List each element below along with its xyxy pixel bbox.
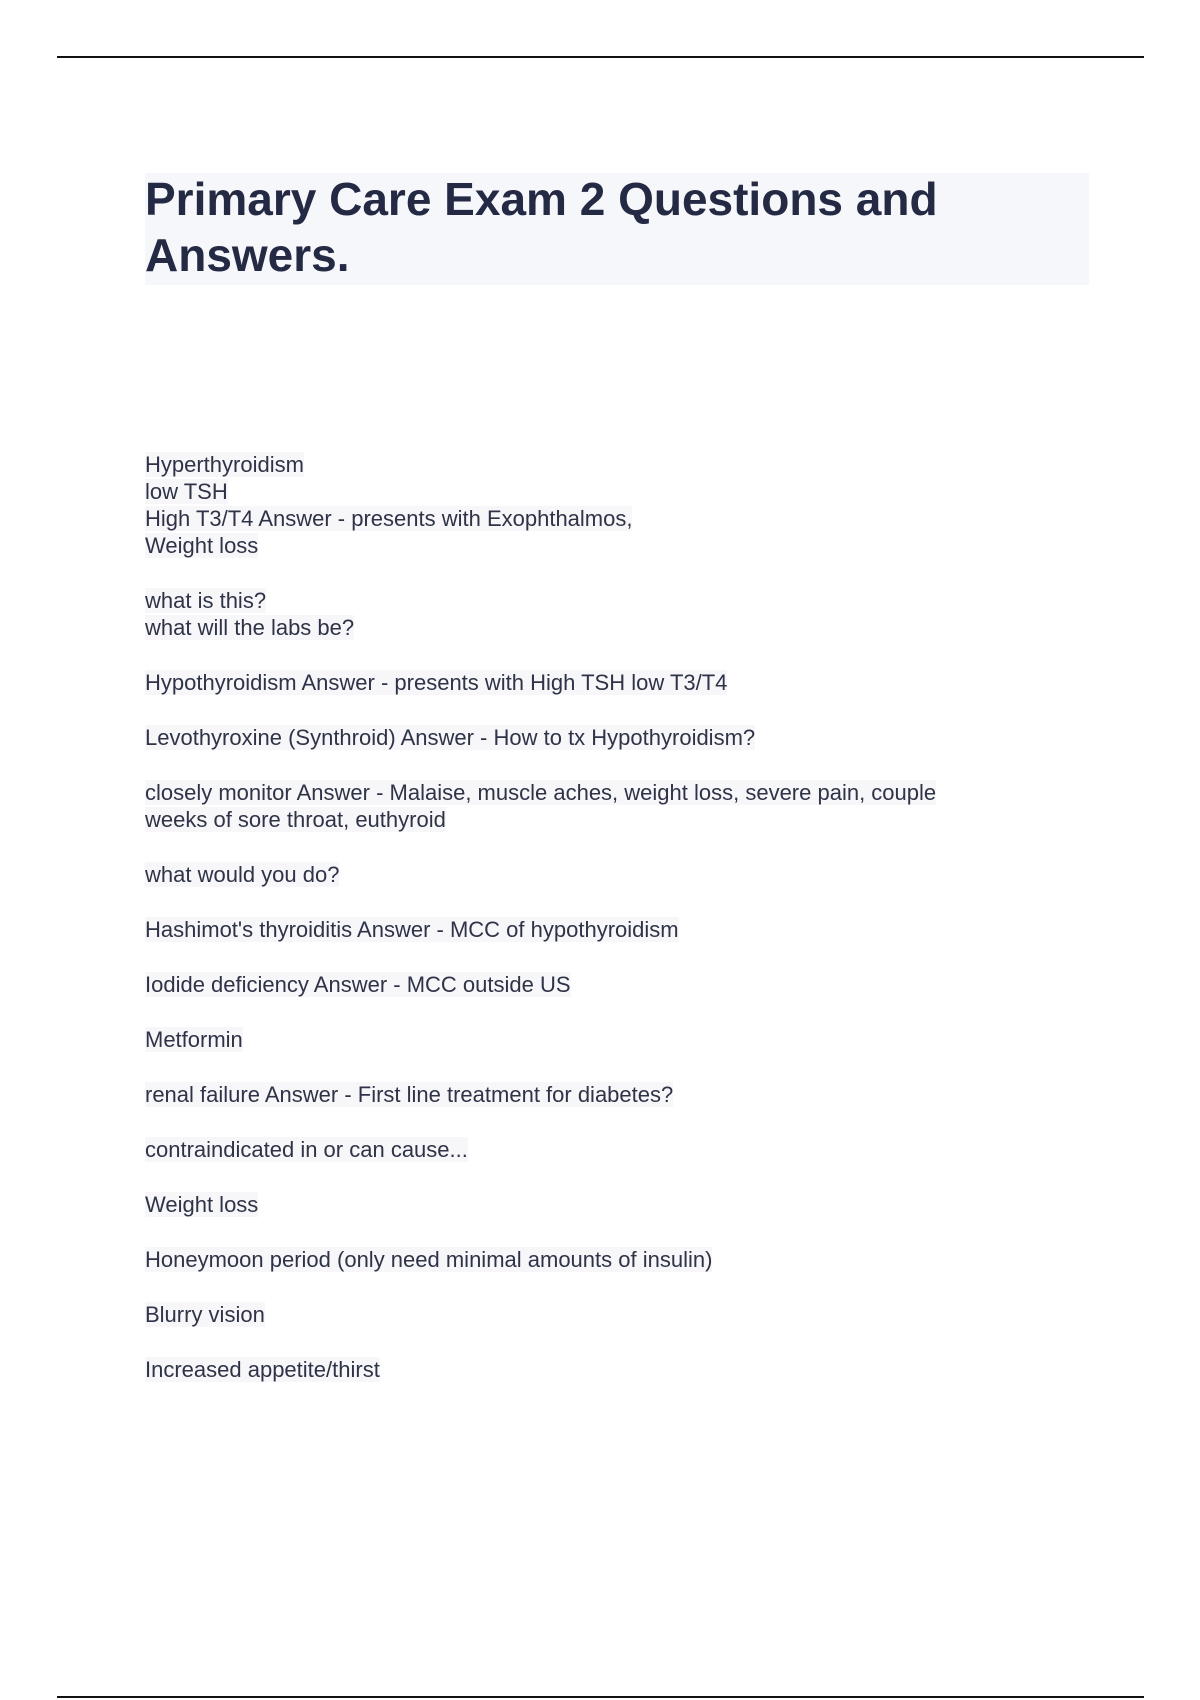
text-line <box>145 1191 1045 1218</box>
text-line-content: contraindicated in or can cause... <box>145 1137 468 1162</box>
text-line-content: low TSH <box>145 479 228 504</box>
qa-paragraph <box>145 1356 1045 1383</box>
text-line-content: Hashimot's thyroiditis Answer - MCC of hypothyroidism <box>145 917 679 942</box>
text-line-content: renal failure Answer - First line treatment for diabetes? <box>145 1082 674 1107</box>
text-line-content: what would you do? <box>145 862 340 887</box>
qa-paragraph <box>145 587 1045 641</box>
top-rule <box>57 56 1144 58</box>
text-line-content: Weight loss <box>145 533 259 558</box>
qa-paragraph <box>145 1136 1045 1163</box>
qa-paragraph <box>145 724 1045 751</box>
text-line <box>145 451 1045 478</box>
text-line <box>145 1246 1045 1273</box>
text-line <box>145 724 1045 751</box>
text-line-content: what will the labs be? <box>145 615 355 640</box>
text-line-content: Blurry vision <box>145 1302 265 1327</box>
text-line <box>145 1081 1045 1108</box>
qa-paragraph <box>145 1191 1045 1218</box>
text-line-content: Hypothyroidism Answer - presents with High TSH low T3/T4 <box>145 670 728 695</box>
text-line <box>145 1301 1045 1328</box>
text-line-content: Metformin <box>145 1027 243 1052</box>
qa-paragraph <box>145 669 1045 696</box>
qa-paragraph <box>145 451 1045 559</box>
text-line <box>145 532 1045 559</box>
qa-paragraph <box>145 1026 1045 1053</box>
text-line-content: High T3/T4 Answer - presents with Exophthalmos, <box>145 506 633 531</box>
text-line-content: Honeymoon period (only need minimal amounts of insulin) <box>145 1247 713 1272</box>
text-line <box>145 478 1045 505</box>
text-line <box>145 916 1045 943</box>
page-title: Primary Care Exam 2 Questions and Answers. <box>145 173 938 281</box>
text-line <box>145 669 1045 696</box>
qa-content <box>145 451 1045 1411</box>
qa-paragraph <box>145 916 1045 943</box>
text-line-content: Increased appetite/thirst <box>145 1357 380 1382</box>
text-line <box>145 1356 1045 1383</box>
text-line-content: what is this? <box>145 588 267 613</box>
text-line <box>145 971 1045 998</box>
text-line <box>145 505 1045 532</box>
qa-paragraph <box>145 1301 1045 1328</box>
text-line <box>145 1136 1045 1163</box>
text-line <box>145 861 1045 888</box>
text-line <box>145 1026 1045 1053</box>
text-line-content: weeks of sore throat, euthyroid <box>145 807 446 832</box>
qa-paragraph <box>145 779 1045 833</box>
bottom-rule <box>57 1696 1144 1698</box>
qa-paragraph <box>145 1246 1045 1273</box>
text-line <box>145 806 1045 833</box>
text-line-content: Hyperthyroidism <box>145 452 304 477</box>
text-line <box>145 587 1045 614</box>
qa-paragraph <box>145 971 1045 998</box>
qa-paragraph <box>145 1081 1045 1108</box>
text-line-content: Weight loss <box>145 1192 259 1217</box>
text-line-content: closely monitor Answer - Malaise, muscle aches, weight loss, severe pain, couple <box>145 780 937 805</box>
text-line <box>145 779 1045 806</box>
text-line <box>145 614 1045 641</box>
text-line-content: Iodide deficiency Answer - MCC outside US <box>145 972 571 997</box>
text-line-content: Levothyroxine (Synthroid) Answer - How to tx Hypothyroidism? <box>145 725 756 750</box>
qa-paragraph <box>145 861 1045 888</box>
